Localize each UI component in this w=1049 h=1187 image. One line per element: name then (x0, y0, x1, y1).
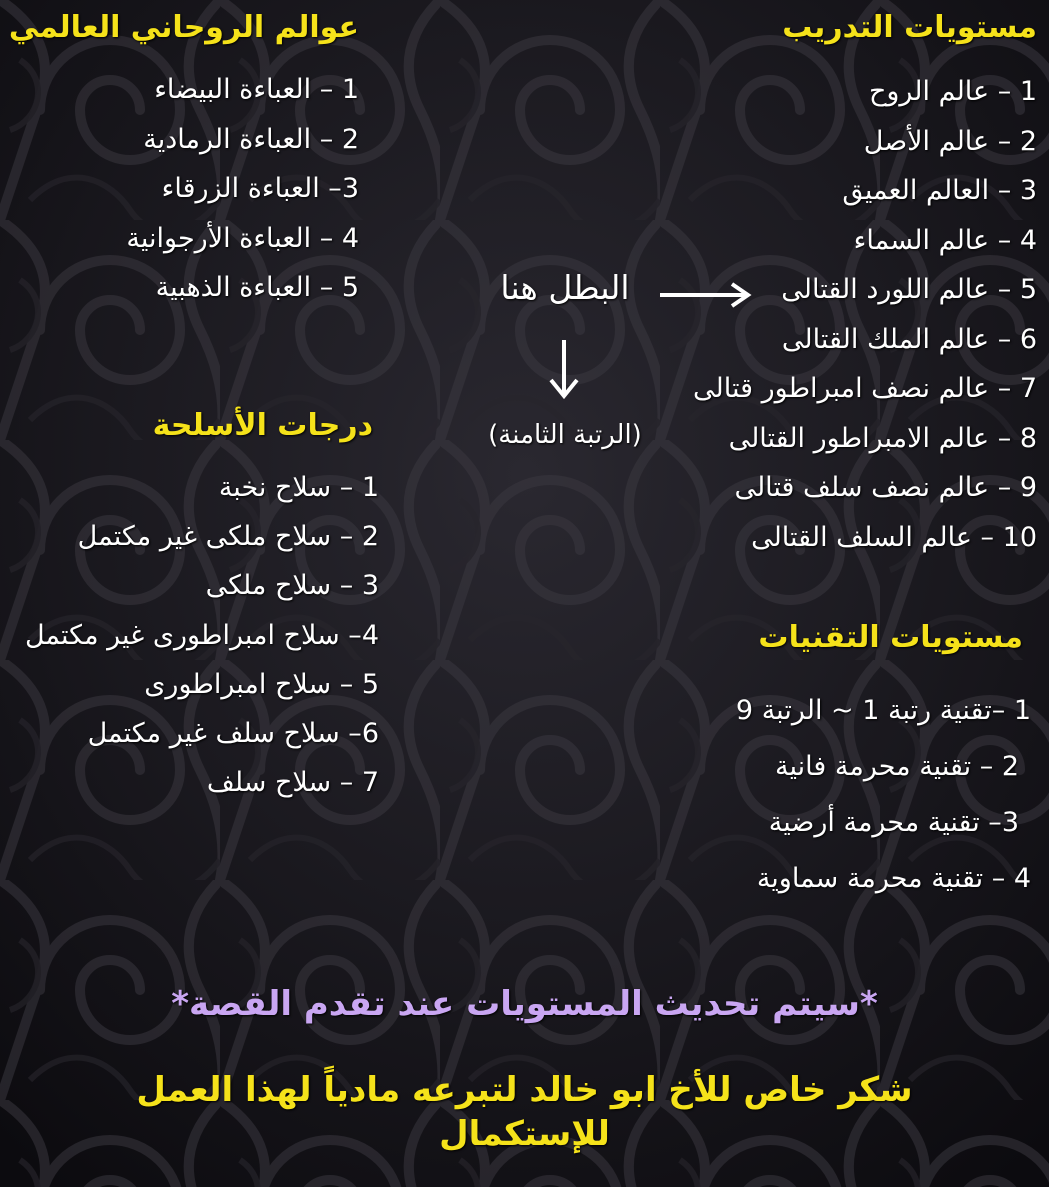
list-item: 4 – عالم السماء (853, 224, 1037, 256)
hero-label: البطل هنا (500, 268, 630, 307)
list-item: 1 – العباءة البيضاء (154, 74, 359, 105)
list-item: 2 – العباءة الرمادية (143, 123, 359, 155)
list-item: 1 –تقنية رتبة 1 ~ الرتبة 9 (735, 695, 1031, 726)
thanks-line-1: شكر خاص للأخ ابو خالد لتبرعه مادياً لهذا العمل (136, 1070, 913, 1110)
thanks-note (0, 1068, 1049, 1156)
list-item: 6 – عالم الملك القتالى (781, 323, 1037, 355)
list-item: 10 – عالم السلف القتالى (751, 521, 1037, 553)
list-item: 9 – عالم نصف سلف قتالى (734, 472, 1037, 503)
weapon-grades-list (9, 463, 379, 807)
list-item: 3 – العالم العميق (842, 175, 1037, 206)
list-item: 1 – عالم الروح (868, 76, 1037, 107)
training-levels-title: مستويات التدريب (782, 10, 1037, 45)
list-item: 1 – سلاح نخبة (218, 472, 379, 503)
list-item: 4 – العباءة الأرجوانية (126, 222, 359, 254)
list-item: 3 – سلاح ملكى (205, 570, 379, 602)
right-arrow-icon (656, 280, 756, 310)
list-item: 8 – عالم الامبراطور القتالى (728, 422, 1037, 454)
list-item: 7 – سلاح سلف (206, 767, 379, 799)
spiritual-realms-section (8, 10, 359, 313)
spiritual-realms-list (19, 65, 359, 313)
spiritual-realms-title: عوالم الروحاني العالمي (8, 10, 359, 45)
technique-levels-title: مستويات التقنيات (758, 620, 1023, 655)
list-item: 5 – عالم اللورد القتالى (781, 274, 1037, 305)
update-note: *سيتم تحديث المستويات عند تقدم القصة* (171, 984, 878, 1024)
list-item: 3– العباءة الزرقاء (161, 173, 359, 204)
list-item: 2 – تقنية محرمة فانية (775, 751, 1019, 782)
list-item: 4– سلاح امبراطورى غير مكتمل (24, 619, 379, 651)
list-item: 6– سلاح سلف غير مكتمل (87, 717, 379, 749)
list-item: 2 – عالم الأصل (863, 125, 1037, 157)
technique-levels-section (671, 620, 1031, 907)
training-levels-list (677, 67, 1037, 562)
list-item: 7 – عالم نصف امبراطور قتالى (692, 373, 1037, 404)
list-item: 3– تقنية محرمة أرضية (768, 807, 1019, 838)
list-item: 5 – سلاح امبراطورى (144, 668, 379, 700)
list-item: 5 – العباءة الذهبية (155, 272, 359, 303)
technique-levels-list (671, 683, 1031, 907)
list-item: 2 – سلاح ملكى غير مكتمل (77, 521, 379, 553)
thanks-line-2: للإستكمال (439, 1114, 610, 1154)
weapon-grades-title: درجات الأسلحة (152, 408, 373, 443)
down-arrow-icon (546, 336, 582, 402)
list-item: 4 – تقنية محرمة سماوية (756, 863, 1031, 894)
weapon-grades-section (9, 408, 379, 807)
hero-rank-label: (الرتبة الثامنة) (488, 420, 642, 450)
